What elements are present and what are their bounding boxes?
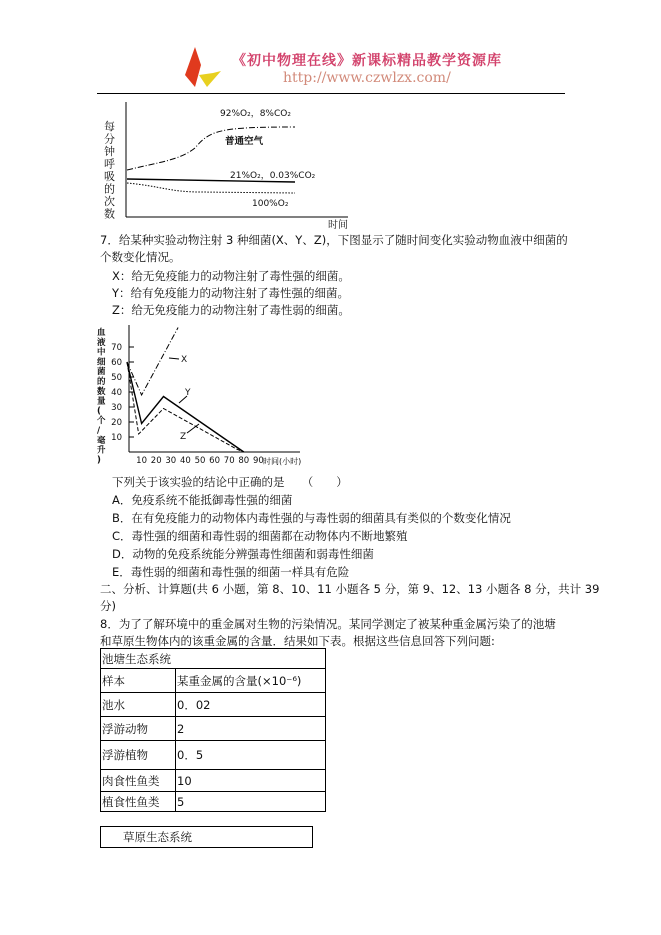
q8-stem-1: 8．为了了解环境中的重金属对生物的污染情况。某同学测定了被某种重金属污染了的池塘	[100, 617, 556, 631]
label-high-co2: 92%O₂，8%CO₂	[220, 109, 291, 119]
leader-z	[187, 424, 199, 433]
option-a: A．免疫系统不能抵御毒性强的细菌	[112, 493, 293, 507]
header-title: 《初中物理在线》新课标精品教学资源库	[232, 53, 502, 69]
label-normal: 21%O₂，0.03%CO₂	[230, 171, 316, 181]
pond-table-title: 池塘生态系统	[101, 649, 326, 669]
table-row: 植食性鱼类 5	[101, 792, 326, 812]
y-tick-label: 60	[111, 358, 122, 368]
x-tick-label: 70	[223, 456, 235, 466]
series-x	[127, 328, 178, 396]
x-axis-label: 时间	[328, 220, 348, 230]
table-row: 肉食性鱼类 10	[101, 770, 326, 792]
label-air: 普通空气	[225, 136, 264, 147]
q7-stem-2: 个数变化情况。	[100, 250, 181, 264]
q7-stem-1: 7．给某种实验动物注射 3 种细菌(X、Y、Z)，下图显示了随时间变化实验动物血液中细菌的	[100, 233, 568, 247]
q7-item-z: Z：给无免疫能力的动物注射了毒性弱的细菌。	[112, 303, 350, 317]
table-row: 池水 0．02	[101, 693, 326, 717]
section2-heading-2: 分)	[100, 599, 116, 613]
y-axis-label: 每分钟呼吸的次数	[104, 120, 115, 221]
option-b: B．在有免疫能力的动物体内毒性强的与毒性弱的细菌具有类似的个数变化情况	[112, 511, 511, 525]
option-d: D．动物的免疫系统能分辨强毒性细菌和弱毒性细菌	[112, 547, 374, 561]
y-axis-label: 血液中细菌的数量(个/毫升)	[97, 328, 106, 466]
table-row: 浮游动物 2	[101, 717, 326, 741]
series-label-y: Y	[185, 388, 191, 398]
y-tick-label: 30	[111, 403, 122, 413]
q7-item-x: X：给无免疫能力的动物注射了毒性强的细菌。	[112, 269, 350, 283]
respiration-figure	[100, 100, 360, 230]
series-label-z: Z	[180, 432, 187, 442]
curve-pure-oxygen	[127, 183, 295, 193]
option-e: E．毒性弱的细菌和毒性强的细菌一样具有危险	[112, 565, 350, 579]
header-rule	[97, 93, 565, 94]
header-url[interactable]: http://www.czwlzx.com/	[283, 70, 451, 86]
y-tick-label: 10	[111, 433, 122, 443]
bacteria-chart	[95, 325, 325, 475]
grassland-table	[100, 826, 313, 848]
option-c: C．毒性强的细菌和毒性弱的细菌都在动物体内不断地繁殖	[112, 529, 408, 543]
x-tick-label: 20	[150, 456, 162, 466]
curve-high-co2	[127, 127, 295, 170]
pond-table	[100, 648, 326, 812]
header-content: 某重金属的含量(×10⁻⁶)	[176, 669, 326, 693]
y-tick-label: 50	[111, 373, 122, 383]
section2-heading-1: 二、分析、计算题(共 6 小题，第 8、10、11 小题各 5 分，第 9、12、13 小题各 8 分，共计 39	[100, 582, 600, 596]
x-tick-label: 90	[252, 456, 264, 466]
y-tick-label: 20	[111, 418, 122, 428]
q7-item-y: Y：给有免疫能力的动物注射了毒性强的细菌。	[112, 286, 350, 300]
label-oxygen: 100%O₂	[252, 199, 289, 209]
x-tick-label: 30	[165, 456, 177, 466]
table-row: 浮游植物 0．5	[101, 741, 326, 770]
x-tick-label: 50	[194, 456, 206, 466]
x-axis-label: 时间(小时)	[263, 457, 302, 466]
site-logo	[175, 45, 225, 90]
q7-question: 下列关于该实验的结论中正确的是 （ ）	[112, 475, 348, 489]
header-sample: 样本	[101, 669, 176, 693]
series-label-x: X	[181, 355, 188, 365]
x-tick-label: 80	[238, 456, 250, 466]
y-tick-label: 70	[111, 343, 122, 353]
x-tick-label: 10	[136, 456, 148, 466]
leader-x	[169, 358, 179, 359]
x-tick-label: 40	[179, 456, 191, 466]
y-tick-label: 40	[111, 388, 122, 398]
x-tick-label: 60	[209, 456, 221, 466]
q8-stem-2: 和草原生物体内的该重金属的含量．结果如下表。根据这些信息回答下列问题:	[100, 634, 495, 648]
grassland-table-title: 草原生态系统	[101, 827, 313, 848]
